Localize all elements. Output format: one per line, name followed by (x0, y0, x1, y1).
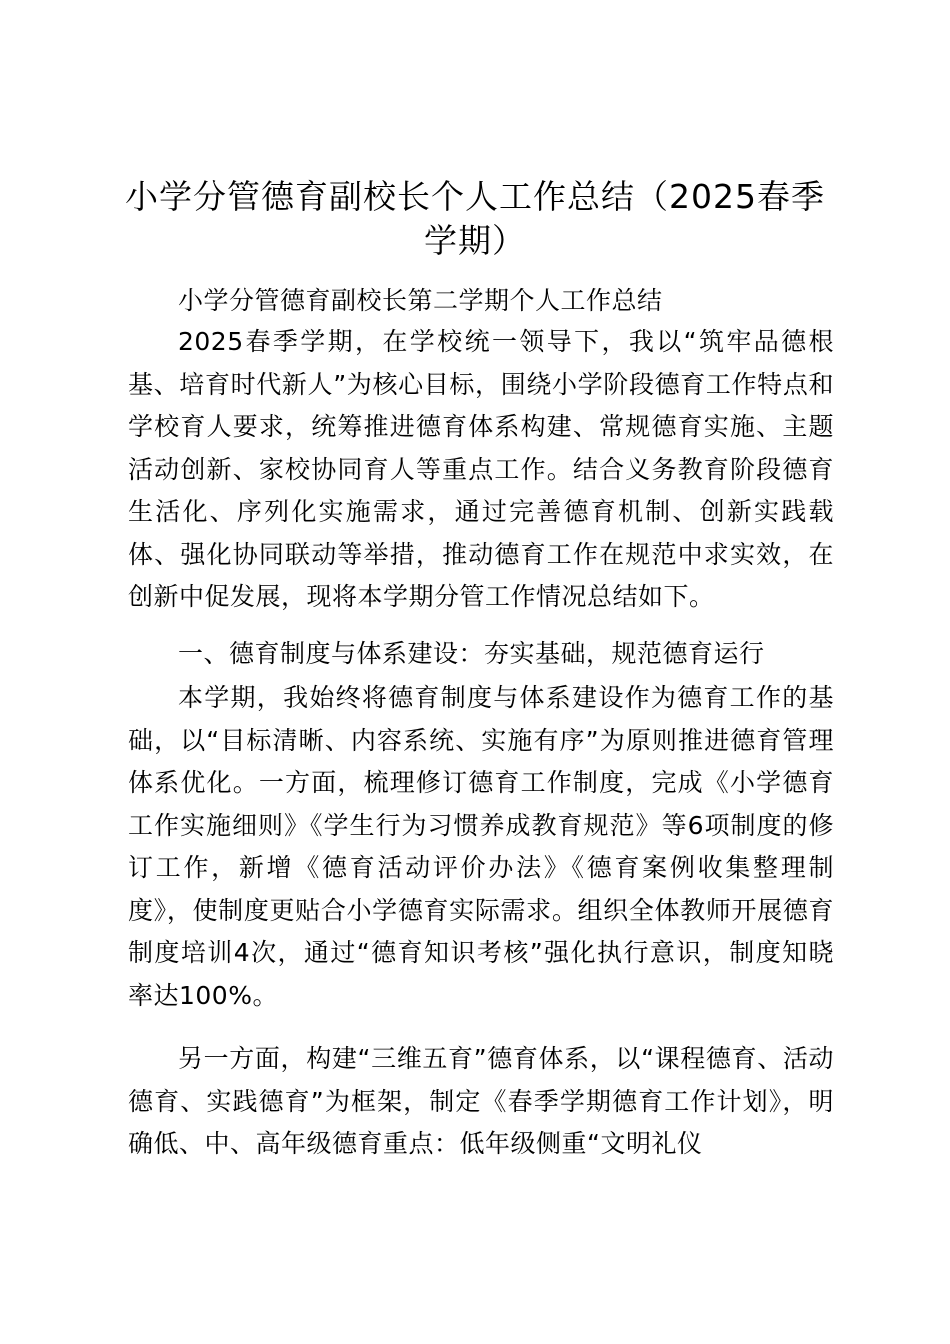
document-title: 小学分管德育副校长个人工作总结（2025春季学期） (125, 177, 825, 260)
section-heading: 一、德育制度与体系建设：夯实基础，规范德育运行 (178, 639, 765, 668)
document-subtitle: 小学分管德育副校长第二学期个人工作总结 (178, 286, 663, 315)
paragraph-system-building: 本学期，我始终将德育制度与体系建设作为德育工作的基础，以“目标清晰、内容系统、实施有序”为原则推进德育管理体系优化。一方面，梳理修订德育工作制度，完成《小学德育工作实施细则》《学生行为习惯养成教育规范》等6项制度的修订工作，新增《德育活动评价办法》《德育案例收集整理制度》，使制度更贴合小学德育实际需求。组织全体教师开展德育制度培训4次，通过“德育知识考核”强化执行意识，制度知晓率达100%。 (128, 683, 834, 1010)
paragraph-moral-framework: 另一方面，构建“三维五育”德育体系，以“课程德育、活动德育、实践德育”为框架，制定《春季学期德育工作计划》，明确低、中、高年级德育重点：低年级侧重“文明礼仪 (128, 1044, 834, 1158)
paragraph-intro: 2025春季学期，在学校统一领导下，我以“筑牢品德根基、培育时代新人”为核心目标，围绕小学阶段德育工作特点和学校育人要求，统筹推进德育体系构建、常规德育实施、主题活动创新、家校协同育人等重点工作。结合义务教育阶段德育生活化、序列化实施需求，通过完善德育机制、创新实践载体、强化协同联动等举措，推动德育工作在规范中求实效，在创新中促发展，现将本学期分管工作情况总结如下。 (128, 327, 834, 611)
